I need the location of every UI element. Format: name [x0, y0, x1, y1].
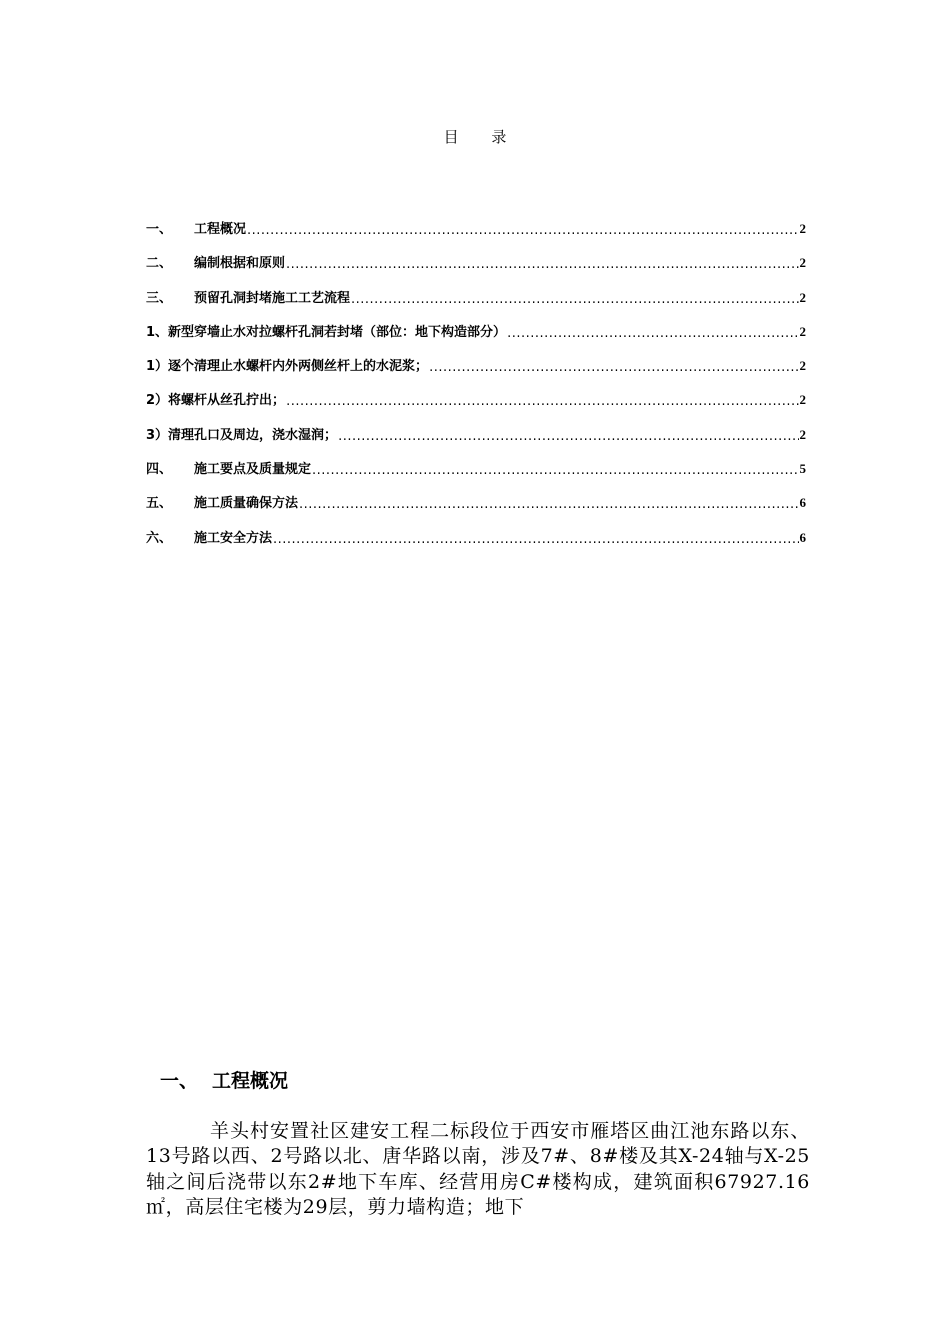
toc-entry-page: 5	[799, 461, 806, 477]
toc-entry-title: 逐个清理止水螺杆内外两侧丝杆上的水泥浆；	[168, 359, 429, 375]
table-of-contents	[146, 218, 806, 561]
toc-entry-title: 施工要点及质量规定	[194, 462, 312, 478]
toc-entry-page: 2	[799, 426, 806, 442]
toc-entry-page: 6	[799, 495, 806, 511]
toc-entry-title: 预留孔洞封堵施工工艺流程	[194, 290, 351, 306]
toc-dot-leader	[247, 223, 798, 238]
toc-entry-title: 新型穿墙止水对拉螺杆孔洞若封堵（部位：地下构造部分）	[168, 324, 507, 340]
section-title: 工程概况	[212, 1070, 289, 1092]
toc-dot-leader	[299, 497, 798, 512]
toc-entry-3[interactable]	[146, 287, 806, 321]
section-number: 一、	[160, 1070, 199, 1092]
toc-dot-leader	[429, 360, 798, 375]
toc-entry-2[interactable]	[146, 252, 806, 286]
toc-entry-9[interactable]	[146, 492, 806, 526]
toc-dot-leader	[338, 429, 798, 444]
toc-entry-page: 2	[799, 289, 806, 305]
toc-entry-page: 6	[799, 529, 806, 545]
toc-entry-7[interactable]	[146, 424, 806, 458]
toc-dot-leader	[351, 292, 798, 307]
toc-entry-number: 2）	[146, 393, 169, 409]
toc-entry-page: 2	[799, 392, 806, 408]
toc-entry-page: 2	[799, 358, 806, 374]
toc-entry-number: 三、	[146, 290, 173, 306]
toc-dot-leader	[286, 394, 798, 409]
toc-entry-title: 将螺杆从丝孔拧出；	[168, 393, 286, 409]
toc-entry-page: 2	[799, 221, 806, 236]
toc-entry-page: 2	[799, 323, 806, 339]
toc-entry-title: 编制根据和原则	[194, 256, 286, 272]
toc-entry-6[interactable]	[146, 389, 806, 423]
toc-entry-5[interactable]	[146, 355, 806, 389]
section-heading	[160, 1066, 288, 1093]
toc-entry-title: 工程概况	[194, 222, 247, 237]
toc-entry-number: 四、	[146, 462, 173, 478]
toc-dot-leader	[286, 257, 798, 272]
toc-entry-4[interactable]	[146, 321, 806, 355]
toc-entry-1[interactable]	[146, 218, 806, 252]
toc-entry-10[interactable]	[146, 527, 806, 561]
toc-entry-number: 3）	[146, 427, 169, 443]
toc-dot-leader	[507, 326, 798, 341]
toc-entry-page: 2	[799, 255, 806, 271]
toc-entry-title: 施工安全方法	[194, 530, 273, 546]
toc-entry-number: 六、	[146, 530, 173, 546]
toc-entry-number: 1、	[146, 324, 169, 340]
toc-entry-number: 1）	[146, 359, 169, 375]
toc-entry-number: 五、	[146, 496, 173, 512]
toc-dot-leader	[312, 463, 798, 478]
toc-dot-leader	[273, 532, 798, 547]
toc-entry-8[interactable]	[146, 458, 806, 492]
body-paragraph: 羊头村安置社区建安工程二标段位于西安市雁塔区曲江池东路以东、13号路以西、2号路以北、唐华路以南，涉及7#、8#楼及其X-24轴与X-25轴之间后浇带以东2#地下车库、经营用房C#楼构成，建筑面积67927.16㎡，高层住宅楼为29层，剪力墙构造；地下	[146, 1120, 810, 1219]
toc-entry-title: 清理孔口及周边，浇水湿润；	[168, 427, 338, 443]
toc-entry-number: 二、	[146, 256, 173, 272]
toc-entry-number: 一、	[146, 222, 173, 237]
toc-title: 目 录	[443, 128, 521, 146]
toc-entry-title: 施工质量确保方法	[194, 496, 299, 512]
